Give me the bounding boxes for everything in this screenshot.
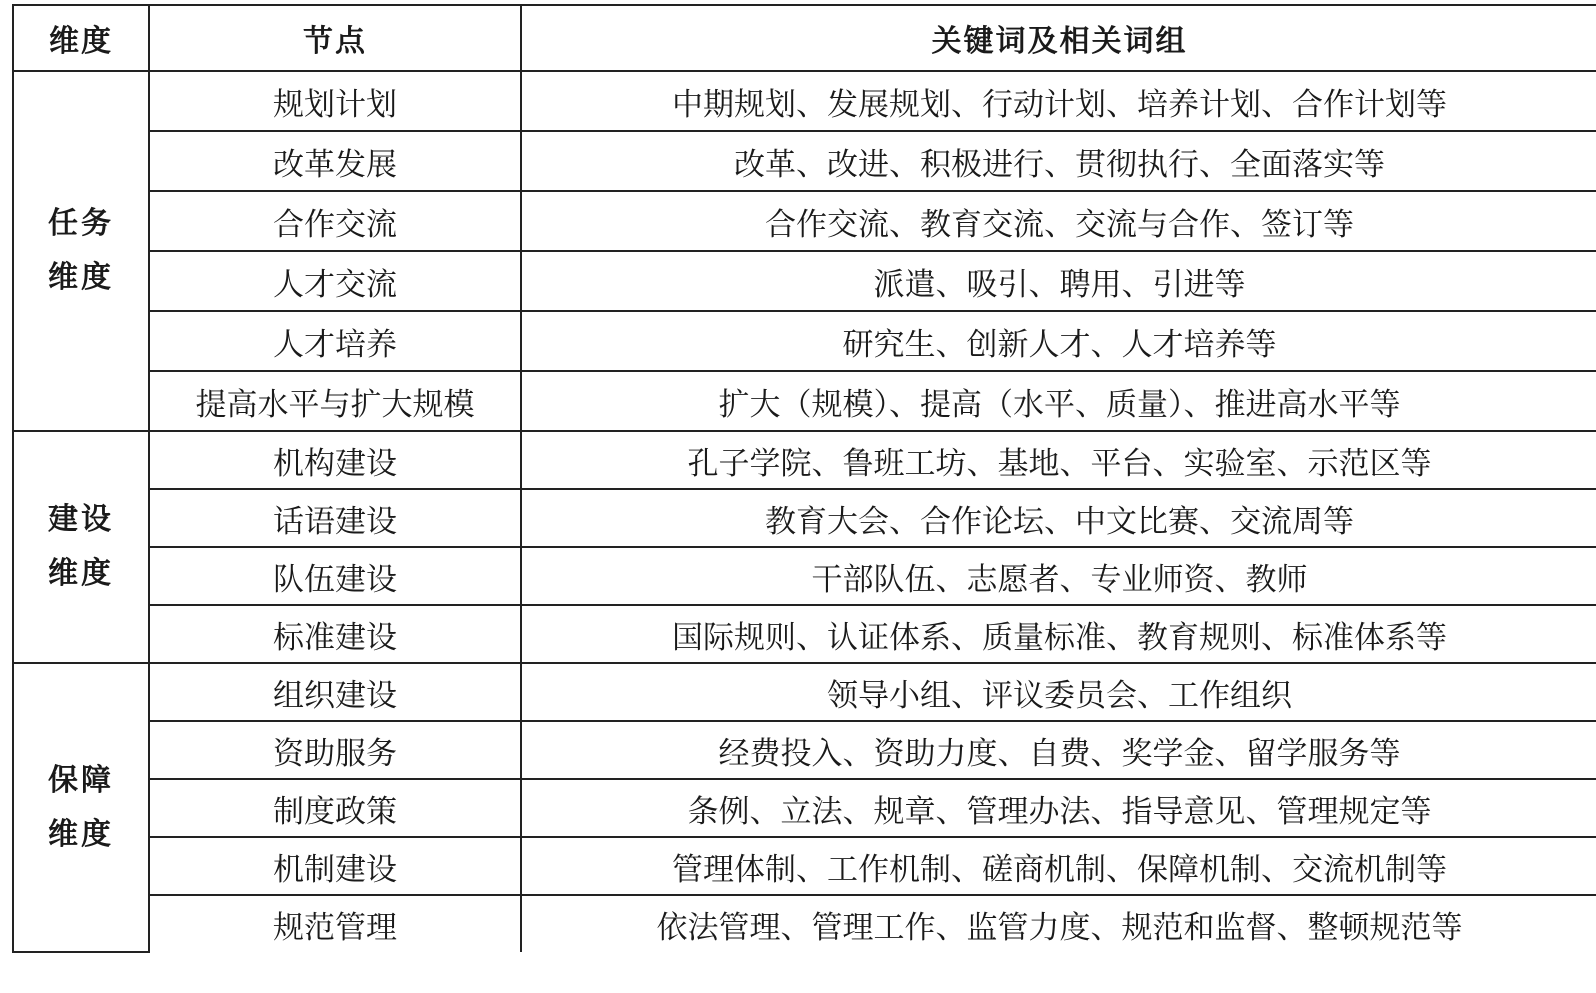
table-row: [13, 489, 1596, 547]
dimension-label: 维度: [48, 260, 114, 295]
dimension-label: 维度: [48, 556, 114, 591]
keywords-cell: 领导小组、评议委员会、工作组织: [521, 663, 1596, 721]
keywords-cell: 中期规划、发展规划、行动计划、培养计划、合作计划等: [521, 71, 1596, 131]
node-cell: 组织建设: [149, 663, 521, 721]
keywords-cell: 干部队伍、志愿者、专业师资、教师: [521, 547, 1596, 605]
table-row: [13, 721, 1596, 779]
keywords-cell: 国际规则、认证体系、质量标准、教育规则、标准体系等: [521, 605, 1596, 663]
keywords-cell: 合作交流、教育交流、交流与合作、签订等: [521, 191, 1596, 251]
dimension-label: 任务: [48, 206, 114, 241]
node-cell: 人才培养: [149, 311, 521, 371]
dimension-cell-build: [13, 431, 149, 663]
node-cell: 资助服务: [149, 721, 521, 779]
table-header-row: [13, 5, 1596, 71]
keywords-cell: 改革、改进、积极进行、贯彻执行、全面落实等: [521, 131, 1596, 191]
keywords-cell: 教育大会、合作论坛、中文比赛、交流周等: [521, 489, 1596, 547]
keywords-cell: 研究生、创新人才、人才培养等: [521, 311, 1596, 371]
node-cell: 规划计划: [149, 71, 521, 131]
table-row: [13, 837, 1596, 895]
table-row: [13, 779, 1596, 837]
keywords-cell: 孔子学院、鲁班工坊、基地、平台、实验室、示范区等: [521, 431, 1596, 489]
table-row: [13, 605, 1596, 663]
keywords-cell: 依法管理、管理工作、监管力度、规范和监督、整顿规范等: [521, 895, 1596, 952]
table-row: [13, 311, 1596, 371]
node-cell: 机制建设: [149, 837, 521, 895]
node-cell: 制度政策: [149, 779, 521, 837]
node-cell: 人才交流: [149, 251, 521, 311]
table-row: [13, 251, 1596, 311]
table-row: [13, 131, 1596, 191]
keywords-cell: 扩大（规模）、提高（水平、质量）、推进高水平等: [521, 371, 1596, 431]
dimension-label: 维度: [48, 816, 114, 852]
node-cell: 标准建设: [149, 605, 521, 663]
table-row: [13, 431, 1596, 489]
keywords-cell: 管理体制、工作机制、磋商机制、保障机制、交流机制等: [521, 837, 1596, 895]
keywords-cell: 经费投入、资助力度、自费、奖学金、留学服务等: [521, 721, 1596, 779]
header-node: 节点: [149, 5, 521, 71]
node-cell: 改革发展: [149, 131, 521, 191]
keywords-cell: 条例、立法、规章、管理办法、指导意见、管理规定等: [521, 779, 1596, 837]
header-keywords: 关键词及相关词组: [521, 5, 1596, 71]
dimension-cell-task: [13, 71, 149, 431]
dimension-label: 建设: [48, 502, 114, 537]
table-row: [13, 663, 1596, 721]
node-cell: 队伍建设: [149, 547, 521, 605]
node-cell: 合作交流: [149, 191, 521, 251]
dimension-cell-guarantee: [13, 663, 149, 952]
table-row: [13, 71, 1596, 131]
dimension-label: 保障: [48, 762, 114, 798]
table-row: [13, 895, 1596, 952]
header-dimension: 维度: [13, 5, 149, 71]
node-cell: 提高水平与扩大规模: [149, 371, 521, 431]
node-cell: 规范管理: [149, 895, 521, 952]
keywords-cell: 派遣、吸引、聘用、引进等: [521, 251, 1596, 311]
table-row: [13, 191, 1596, 251]
node-cell: 机构建设: [149, 431, 521, 489]
node-cell: 话语建设: [149, 489, 521, 547]
keyword-table: [12, 4, 1596, 953]
table-row: [13, 371, 1596, 431]
table-row: [13, 547, 1596, 605]
